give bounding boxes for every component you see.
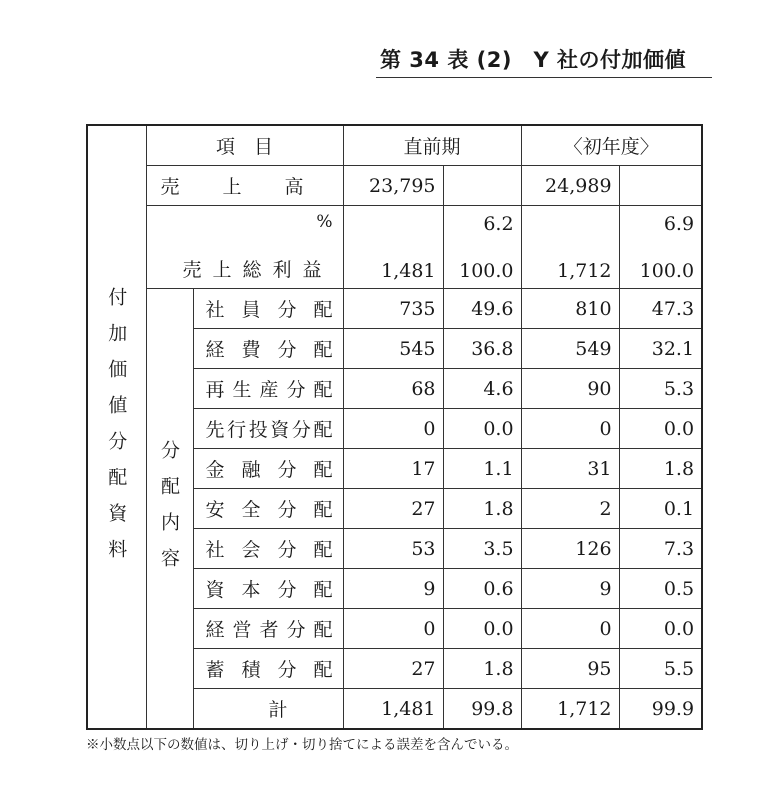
- distribution-pct-first: 5.3: [619, 369, 702, 409]
- distribution-value-prev: 27: [343, 489, 443, 529]
- distribution-pct-prev: 1.8: [443, 649, 521, 689]
- distribution-label: 資本分配: [193, 569, 343, 609]
- distribution-value-prev: 17: [343, 449, 443, 489]
- distribution-pct-first: 0.1: [619, 489, 702, 529]
- total-value-prev: 1,481: [343, 689, 443, 730]
- total-label: 計: [193, 689, 343, 730]
- gross-pct-prev: 6.2 100.0: [443, 206, 521, 289]
- distribution-value-first: 810: [521, 289, 619, 329]
- total-pct-prev: 99.8: [443, 689, 521, 730]
- sales-value-prev: 23,795: [343, 166, 443, 206]
- distribution-label: 安全分配: [193, 489, 343, 529]
- distribution-value-first: 9: [521, 569, 619, 609]
- distribution-value-first: 126: [521, 529, 619, 569]
- total-pct-first: 99.9: [619, 689, 702, 730]
- distribution-label: 金融分配: [193, 449, 343, 489]
- gross-profit-row: [87, 206, 702, 289]
- distribution-pct-prev: 36.8: [443, 329, 521, 369]
- header-first-year: 〈初年度〉: [521, 125, 702, 166]
- percent-mark: %: [316, 212, 333, 232]
- distribution-label: 社会分配: [193, 529, 343, 569]
- distribution-value-first: 90: [521, 369, 619, 409]
- distribution-label: 経営者分配: [193, 609, 343, 649]
- footnote: ※小数点以下の数値は、切り上げ・切り捨てによる誤差を含んでいる。: [86, 737, 518, 753]
- distribution-pct-first: 5.5: [619, 649, 702, 689]
- distribution-pct-prev: 0.0: [443, 609, 521, 649]
- distribution-value-first: 549: [521, 329, 619, 369]
- header-row: [87, 125, 702, 166]
- distribution-pct-first: 0.0: [619, 409, 702, 449]
- distribution-pct-prev: 0.6: [443, 569, 521, 609]
- distribution-pct-first: 0.5: [619, 569, 702, 609]
- gross-profit-label-cell: [146, 206, 343, 289]
- distribution-value-prev: 545: [343, 329, 443, 369]
- distribution-pct-prev: 1.1: [443, 449, 521, 489]
- distribution-pct-first: 32.1: [619, 329, 702, 369]
- gross-value-prev: 1,481: [343, 206, 443, 289]
- distribution-pct-first: 0.0: [619, 609, 702, 649]
- distribution-value-prev: 735: [343, 289, 443, 329]
- distribution-pct-prev: 3.5: [443, 529, 521, 569]
- distribution-pct-prev: 49.6: [443, 289, 521, 329]
- distribution-value-first: 0: [521, 409, 619, 449]
- page-title: 第 34 表 (2) Y 社の付加価値: [380, 48, 686, 72]
- distribution-row: [87, 289, 702, 329]
- distribution-label: 蓄積分配: [193, 649, 343, 689]
- distribution-pct-prev: 0.0: [443, 409, 521, 449]
- gross-pct-first: 6.9 100.0: [619, 206, 702, 289]
- distribution-value-first: 95: [521, 649, 619, 689]
- total-value-first: 1,712: [521, 689, 619, 730]
- distribution-value-prev: 0: [343, 609, 443, 649]
- distribution-label: 再生産分配: [193, 369, 343, 409]
- sales-blank-first: [619, 166, 702, 206]
- distribution-value-prev: 68: [343, 369, 443, 409]
- distribution-pct-first: 47.3: [619, 289, 702, 329]
- header-prev-period: 直前期: [343, 125, 521, 166]
- distribution-value-first: 0: [521, 609, 619, 649]
- outer-vertical-label: 付加価値分配資料: [87, 125, 146, 729]
- distribution-label: 社員分配: [193, 289, 343, 329]
- header-item: 項 目: [146, 125, 343, 166]
- gross-profit-label: 売上総利益: [182, 259, 333, 281]
- distribution-value-first: 31: [521, 449, 619, 489]
- inner-vertical-label: 分配内容: [146, 289, 193, 730]
- sales-row: [87, 166, 702, 206]
- sales-value-first: 24,989: [521, 166, 619, 206]
- distribution-value-prev: 53: [343, 529, 443, 569]
- distribution-value-prev: 9: [343, 569, 443, 609]
- title-underline: [376, 77, 712, 78]
- gross-value-first: 1,712: [521, 206, 619, 289]
- distribution-pct-prev: 1.8: [443, 489, 521, 529]
- distribution-label: 先行投資分配: [193, 409, 343, 449]
- sales-blank-prev: [443, 166, 521, 206]
- distribution-value-prev: 0: [343, 409, 443, 449]
- distribution-pct-first: 7.3: [619, 529, 702, 569]
- distribution-pct-first: 1.8: [619, 449, 702, 489]
- distribution-value-first: 2: [521, 489, 619, 529]
- distribution-pct-prev: 4.6: [443, 369, 521, 409]
- distribution-label: 経費分配: [193, 329, 343, 369]
- distribution-value-prev: 27: [343, 649, 443, 689]
- value-added-table: [86, 124, 703, 730]
- sales-label: 売 上 高: [146, 166, 343, 206]
